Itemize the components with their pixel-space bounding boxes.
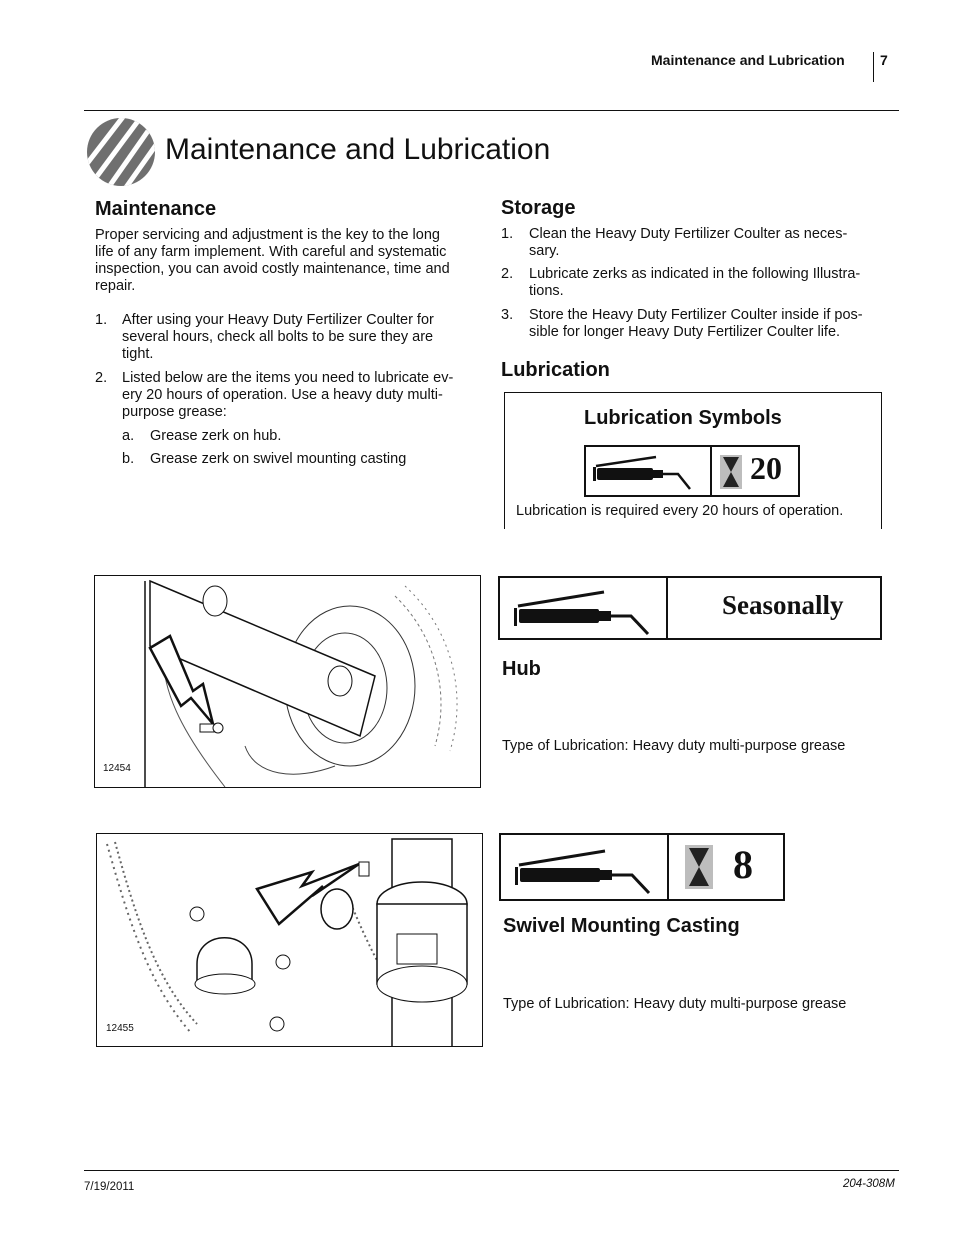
figure-number: 12454 (103, 763, 131, 774)
interval-cell (710, 445, 800, 497)
maintenance-intro (95, 227, 450, 295)
step-line: ery 20 hours of operation. Use a heavy duty multi- (122, 387, 443, 403)
page-number: 7 (880, 52, 888, 68)
swivel-lube-symbol (499, 833, 785, 901)
step-line: tions. (529, 283, 564, 299)
chapter-title: Maintenance and Lubrication (165, 133, 551, 166)
interval-hours: 20 (750, 450, 782, 486)
step-line: Lubricate zerks as indicated in the following Illustra- (529, 266, 861, 282)
interval-label: Seasonally (722, 590, 844, 620)
step-line: Clean the Heavy Duty Fertilizer Coulter as neces- (529, 226, 848, 242)
bottom-rule (84, 1170, 899, 1171)
running-header-title: Maintenance and Lubrication (651, 52, 845, 68)
lubrication-symbols-caption: Lubrication is required every 20 hours of operation. (516, 503, 844, 519)
intro-line: repair. (95, 278, 136, 294)
substep-letter: b. (122, 451, 135, 467)
swivel-illustration (97, 834, 482, 1046)
header-divider (873, 52, 874, 82)
hourglass-icon (720, 455, 742, 489)
chapter-logo-icon (86, 117, 156, 187)
step-line: sible for longer Heavy Duty Fertilizer Coulter life. (529, 324, 841, 340)
lubrication-symbols-box (504, 392, 882, 529)
step-line: After using your Heavy Duty Fertilizer Coulter for (122, 312, 434, 328)
symbol-divider (667, 835, 669, 899)
step-line: tight. (122, 346, 154, 362)
footer-date: 7/19/2011 (84, 1181, 135, 1193)
hub-lube-symbol (498, 576, 882, 640)
hourglass-icon (685, 845, 713, 889)
symbol-divider (666, 578, 668, 638)
figure-number: 12455 (106, 1023, 134, 1034)
hub-lube-type: Type of Lubrication: Heavy duty multi-purpose grease (502, 738, 846, 754)
top-rule (84, 110, 899, 111)
hub-figure (94, 575, 481, 788)
interval-hours: 8 (733, 842, 753, 887)
step-number: 1. (95, 312, 108, 328)
lubrication-heading: Lubrication (501, 359, 610, 381)
step-line: purpose grease: (122, 404, 227, 420)
step-number: 2. (501, 266, 514, 282)
substep-text: Grease zerk on swivel mounting casting (150, 451, 407, 467)
storage-heading: Storage (501, 197, 576, 219)
substep-text: Grease zerk on hub. (150, 428, 282, 444)
intro-line: inspection, you can avoid costly maintenance, time and (95, 261, 450, 277)
intro-line: life of any farm implement. With careful and systematic (95, 244, 447, 260)
swivel-figure (96, 833, 483, 1047)
maintenance-heading: Maintenance (95, 198, 217, 220)
hub-illustration (95, 576, 480, 787)
grease-gun-icon (507, 839, 667, 895)
grease-gun-cell (584, 445, 712, 497)
grease-gun-icon (586, 447, 710, 495)
step-line: Listed below are the items you need to lubricate ev- (122, 370, 454, 386)
step-number: 2. (95, 370, 108, 386)
step-number: 3. (501, 307, 514, 323)
step-line: sary. (529, 243, 560, 259)
substep-letter: a. (122, 428, 135, 444)
step-line: several hours, check all bolts to be sure they are (122, 329, 434, 345)
step-number: 1. (501, 226, 514, 242)
swivel-heading: Swivel Mounting Casting (503, 915, 740, 937)
hub-heading: Hub (502, 658, 541, 680)
lubrication-symbols-title: Lubrication Symbols (584, 407, 782, 429)
intro-line: Proper servicing and adjustment is the key to the long (95, 227, 440, 243)
footer-doc-number: 204-308M (843, 1178, 895, 1190)
swivel-lube-type: Type of Lubrication: Heavy duty multi-purpose grease (503, 996, 847, 1012)
step-line: Store the Heavy Duty Fertilizer Coulter inside if pos- (529, 307, 863, 323)
grease-gun-icon (506, 580, 666, 636)
